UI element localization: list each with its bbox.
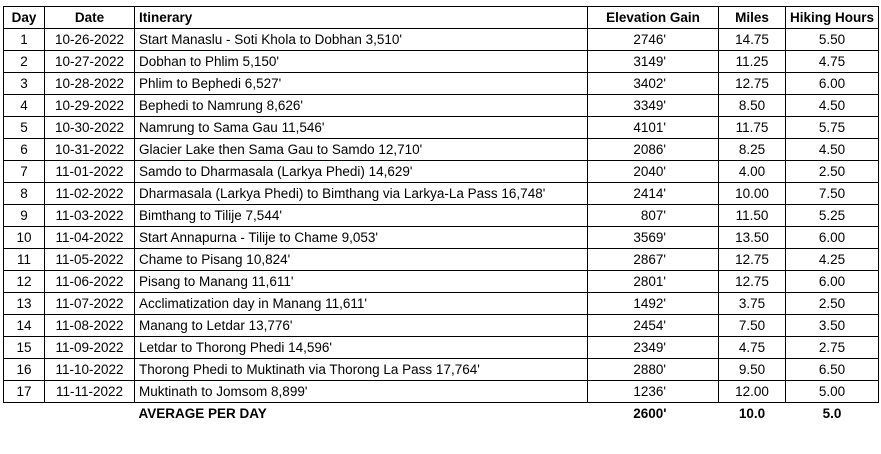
cell-elevation-gain: 3402' [588,73,719,95]
cell-itinerary: Chame to Pisang 10,824' [135,249,588,271]
cell-miles: 10.00 [719,183,786,205]
header-row [4,7,879,29]
table-row [4,139,879,161]
cell-hiking-hours: 5.00 [786,381,879,403]
table-row [4,337,879,359]
cell-miles: 12.75 [719,73,786,95]
cell-elevation-gain: 3569' [588,227,719,249]
cell-hiking-hours: 2.75 [786,337,879,359]
cell-elevation-gain: 2349' [588,337,719,359]
cell-miles: 12.75 [719,271,786,293]
cell-elevation-gain: 2086' [588,139,719,161]
cell-day: 10 [4,227,45,249]
cell-miles: 7.50 [719,315,786,337]
table-row [4,359,879,381]
cell-miles: 4.75 [719,337,786,359]
cell-elevation-gain: 2746' [588,29,719,51]
cell-day: 8 [4,183,45,205]
summary-spacer [45,403,135,425]
summary-row [4,403,879,425]
itinerary-table [3,6,879,424]
cell-date: 11-05-2022 [45,249,135,271]
summary-elevation: 2600' [633,405,667,421]
cell-miles: 4.00 [719,161,786,183]
cell-hiking-hours: 4.50 [786,139,879,161]
cell-itinerary: Start Annapurna - Tilije to Chame 9,053' [135,227,588,249]
cell-day: 5 [4,117,45,139]
cell-day: 12 [4,271,45,293]
cell-itinerary: Pisang to Manang 11,611' [135,271,588,293]
cell-itinerary: Muktinath to Jomsom 8,899' [135,381,588,403]
cell-date: 11-08-2022 [45,315,135,337]
table-row [4,51,879,73]
cell-day: 1 [4,29,45,51]
cell-hiking-hours: 3.50 [786,315,879,337]
header-miles: Miles [719,7,786,29]
table-row [4,381,879,403]
cell-itinerary: Phlim to Bephedi 6,527' [135,73,588,95]
cell-miles: 11.25 [719,51,786,73]
cell-day: 11 [4,249,45,271]
table-row [4,315,879,337]
cell-day: 3 [4,73,45,95]
table-row [4,73,879,95]
cell-itinerary: Thorong Phedi to Muktinath via Thorong La Pass 17,764' [135,359,588,381]
cell-hiking-hours: 5.50 [786,29,879,51]
cell-date: 11-06-2022 [45,271,135,293]
cell-hiking-hours: 2.50 [786,293,879,315]
cell-itinerary: Dharmasala (Larkya Phedi) to Bimthang via Larkya-La Pass 16,748' [135,183,588,205]
cell-day: 16 [4,359,45,381]
cell-hiking-hours: 6.00 [786,271,879,293]
cell-elevation-gain: 2880' [588,359,719,381]
cell-miles: 12.00 [719,381,786,403]
cell-itinerary: Letdar to Thorong Phedi 14,596' [135,337,588,359]
header-date: Date [45,7,135,29]
cell-day: 4 [4,95,45,117]
table-body [4,29,879,403]
cell-elevation-gain: 1492' [588,293,719,315]
cell-hiking-hours: 5.75 [786,117,879,139]
cell-day: 7 [4,161,45,183]
cell-hiking-hours: 4.75 [786,51,879,73]
cell-itinerary: Bimthang to Tilije 7,544' [135,205,588,227]
cell-hiking-hours: 5.25 [786,205,879,227]
cell-itinerary: Acclimatization day in Manang 11,611' [135,293,588,315]
cell-date: 11-11-2022 [45,381,135,403]
cell-miles: 9.50 [719,359,786,381]
cell-miles: 11.50 [719,205,786,227]
cell-elevation-gain: 2801' [588,271,719,293]
header-hiking-hours: Hiking Hours [786,7,879,29]
cell-itinerary: Namrung to Sama Gau 11,546' [135,117,588,139]
header-itinerary: Itinerary [135,7,588,29]
cell-date: 10-31-2022 [45,139,135,161]
cell-hiking-hours: 2.50 [786,161,879,183]
cell-day: 6 [4,139,45,161]
cell-elevation-gain: 2040' [588,161,719,183]
cell-elevation-gain: 3349' [588,95,719,117]
cell-itinerary: Bephedi to Namrung 8,626' [135,95,588,117]
cell-date: 11-07-2022 [45,293,135,315]
cell-elevation-gain: 3149' [588,51,719,73]
cell-date: 11-10-2022 [45,359,135,381]
cell-elevation-gain: 1236' [588,381,719,403]
cell-day: 13 [4,293,45,315]
table-row [4,271,879,293]
table-row [4,95,879,117]
cell-elevation-gain: 807' [588,205,719,227]
cell-miles: 11.75 [719,117,786,139]
header-day: Day [4,7,45,29]
cell-hiking-hours: 7.50 [786,183,879,205]
summary-label: AVERAGE PER DAY [138,405,267,421]
summary-spacer [4,403,45,425]
cell-elevation-gain: 2414' [588,183,719,205]
cell-date: 10-28-2022 [45,73,135,95]
cell-itinerary: Dobhan to Phlim 5,150' [135,51,588,73]
cell-date: 10-30-2022 [45,117,135,139]
cell-hiking-hours: 6.00 [786,73,879,95]
cell-date: 10-26-2022 [45,29,135,51]
table-row [4,29,879,51]
cell-miles: 14.75 [719,29,786,51]
cell-day: 14 [4,315,45,337]
cell-date: 10-29-2022 [45,95,135,117]
cell-day: 2 [4,51,45,73]
table-row [4,183,879,205]
cell-miles: 13.50 [719,227,786,249]
table-row [4,117,879,139]
cell-miles: 8.50 [719,95,786,117]
cell-itinerary: Start Manaslu - Soti Khola to Dobhan 3,510' [135,29,588,51]
cell-date: 11-02-2022 [45,183,135,205]
cell-hiking-hours: 4.50 [786,95,879,117]
cell-date: 10-27-2022 [45,51,135,73]
summary-miles: 10.0 [738,405,766,421]
cell-elevation-gain: 4101' [588,117,719,139]
header-elevation-gain: Elevation Gain [588,7,719,29]
summary-hours: 5.0 [822,405,842,421]
cell-date: 11-09-2022 [45,337,135,359]
cell-date: 11-04-2022 [45,227,135,249]
table-row [4,205,879,227]
cell-itinerary: Glacier Lake then Sama Gau to Samdo 12,710' [135,139,588,161]
cell-miles: 3.75 [719,293,786,315]
cell-elevation-gain: 2867' [588,249,719,271]
table-row [4,161,879,183]
cell-hiking-hours: 6.00 [786,227,879,249]
cell-itinerary: Manang to Letdar 13,776' [135,315,588,337]
cell-miles: 8.25 [719,139,786,161]
cell-elevation-gain: 2454' [588,315,719,337]
cell-miles: 12.75 [719,249,786,271]
cell-day: 9 [4,205,45,227]
cell-date: 11-03-2022 [45,205,135,227]
table-row [4,227,879,249]
cell-date: 11-01-2022 [45,161,135,183]
table-row [4,293,879,315]
cell-day: 17 [4,381,45,403]
cell-hiking-hours: 4.25 [786,249,879,271]
cell-day: 15 [4,337,45,359]
cell-itinerary: Samdo to Dharmasala (Larkya Phedi) 14,629' [135,161,588,183]
table-row [4,249,879,271]
cell-hiking-hours: 6.50 [786,359,879,381]
